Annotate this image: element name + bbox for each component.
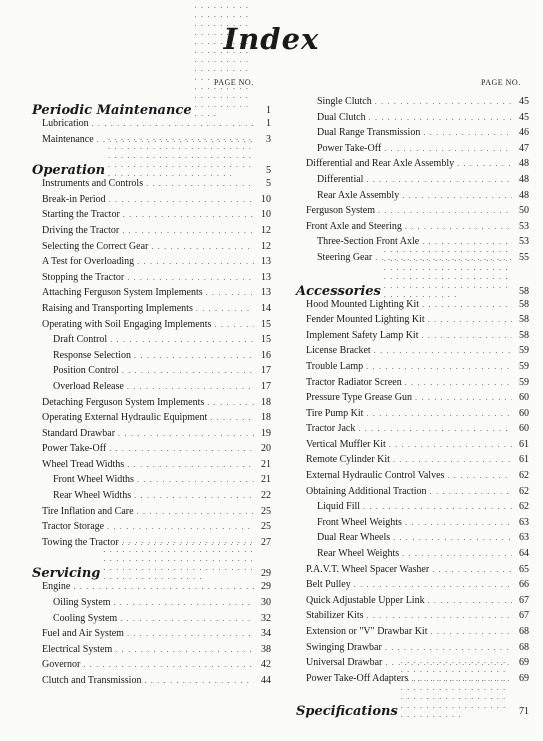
entry-label: Fender Mounted Lighting Kit bbox=[306, 314, 425, 326]
entry-label: Power Take-Off Adapters bbox=[306, 672, 409, 684]
index-subentry bbox=[32, 613, 271, 629]
index-entry bbox=[296, 221, 529, 237]
dot-leader bbox=[195, 1, 254, 118]
page-number: 13 bbox=[261, 271, 271, 283]
entry-label: Overload Release bbox=[53, 380, 124, 392]
page-number: 66 bbox=[519, 579, 529, 591]
index-subentry bbox=[32, 350, 271, 366]
index-entry bbox=[296, 205, 529, 221]
dot-leader bbox=[447, 471, 512, 480]
entry-label: Dual Range Transmission bbox=[317, 127, 421, 139]
index-title: Index bbox=[223, 22, 320, 56]
page-number: 18 bbox=[261, 396, 271, 408]
entry-label: Draft Control bbox=[53, 334, 108, 346]
index-entry bbox=[32, 428, 271, 444]
page-number: 45 bbox=[519, 96, 529, 107]
entry-label: Pressure Type Grease Gun bbox=[306, 392, 413, 404]
page-number: 15 bbox=[261, 318, 271, 330]
entry-label: Oiling System bbox=[53, 597, 111, 609]
index-entry bbox=[32, 194, 271, 210]
entry-label: Quick Adjustable Upper Link bbox=[306, 594, 425, 606]
entry-label: Ferguson System bbox=[306, 205, 375, 217]
index-entry bbox=[296, 158, 529, 174]
page-number: 48 bbox=[519, 189, 529, 201]
index-entry bbox=[32, 659, 271, 675]
dot-leader bbox=[402, 549, 512, 558]
entry-label: Front Wheel Weights bbox=[317, 516, 402, 528]
page-number: 58 bbox=[519, 298, 529, 310]
entry-label: Dual Rear Wheels bbox=[317, 532, 391, 544]
index-entry bbox=[32, 118, 271, 134]
entry-label: Rear Wheel Widths bbox=[53, 490, 132, 502]
page-number: 16 bbox=[261, 349, 271, 361]
entry-label: Single Clutch bbox=[317, 96, 372, 107]
entry-label: Lubrication bbox=[42, 118, 89, 129]
dot-leader bbox=[369, 113, 512, 122]
entry-label: License Bracket bbox=[306, 345, 371, 357]
index-entry bbox=[32, 443, 271, 459]
index-entry bbox=[32, 241, 271, 257]
entry-label: Stabilizer Kits bbox=[306, 610, 364, 622]
index-subentry bbox=[296, 532, 529, 548]
index-entry bbox=[296, 579, 529, 595]
index-entry bbox=[296, 408, 529, 424]
entry-label: Implement Safety Lamp Kit bbox=[306, 329, 419, 341]
entry-label: Servicing bbox=[32, 566, 101, 582]
index-entry bbox=[296, 314, 529, 330]
page-number: 13 bbox=[261, 256, 271, 268]
page-number: 1 bbox=[266, 118, 271, 129]
dot-leader bbox=[423, 128, 512, 137]
dot-leader bbox=[127, 382, 254, 391]
section-heading bbox=[32, 559, 271, 581]
entry-label: Front Wheel Widths bbox=[53, 474, 134, 486]
dot-leader bbox=[151, 242, 254, 251]
entry-label: Selecting the Correct Gear bbox=[42, 240, 149, 252]
index-entry bbox=[296, 486, 529, 502]
page-number: 19 bbox=[261, 427, 271, 439]
index-entry bbox=[296, 470, 529, 486]
dot-leader bbox=[428, 315, 512, 324]
dot-leader bbox=[401, 656, 512, 719]
page-no-header-right: PAGE NO. bbox=[481, 78, 521, 87]
entry-label: Liquid Fill bbox=[317, 501, 361, 513]
index-entry bbox=[32, 506, 271, 522]
dot-leader bbox=[134, 351, 254, 360]
page-number: 27 bbox=[261, 536, 271, 548]
page-number: 48 bbox=[519, 173, 529, 185]
entry-label: Dual Clutch bbox=[317, 111, 366, 123]
page-number: 45 bbox=[519, 111, 529, 123]
page-number: 10 bbox=[261, 193, 271, 205]
entry-label: Tractor Jack bbox=[306, 423, 356, 435]
entry-label: Extension or "V" Drawbar Kit bbox=[306, 626, 428, 637]
dot-leader bbox=[120, 614, 254, 623]
page-number: 29 bbox=[261, 568, 271, 580]
entry-label: Belt Pulley bbox=[306, 579, 351, 591]
page-number: 62 bbox=[519, 501, 529, 513]
page-number: 64 bbox=[519, 548, 529, 560]
entry-label: Position Control bbox=[53, 365, 119, 377]
entry-label: Tire Inflation and Care bbox=[42, 505, 134, 517]
index-entry bbox=[32, 225, 271, 241]
page-number: 63 bbox=[519, 532, 529, 544]
page-number: 18 bbox=[261, 412, 271, 424]
dot-leader bbox=[103, 536, 254, 581]
index-entry bbox=[296, 439, 529, 455]
dot-leader bbox=[374, 346, 512, 355]
dot-leader bbox=[92, 119, 254, 128]
dot-leader bbox=[366, 175, 512, 184]
page-number: 59 bbox=[519, 376, 529, 388]
index-entry bbox=[32, 209, 271, 225]
index-entry bbox=[32, 459, 271, 475]
page-number: 17 bbox=[261, 365, 271, 377]
entry-label: Accessories bbox=[296, 283, 381, 299]
entry-label: Operating with Soil Engaging Implements bbox=[42, 318, 212, 330]
index-entry bbox=[296, 299, 529, 315]
dot-leader bbox=[127, 273, 254, 282]
index-entry bbox=[32, 272, 271, 288]
entry-label: Fuel and Air System bbox=[42, 628, 124, 640]
dot-leader bbox=[405, 518, 512, 527]
dot-leader bbox=[384, 245, 512, 299]
entry-label: Response Selection bbox=[53, 349, 132, 361]
page-no-header-left: PAGE NO. bbox=[214, 78, 254, 87]
dot-leader bbox=[137, 507, 254, 516]
page-number: 46 bbox=[519, 127, 529, 139]
page-number: 13 bbox=[261, 287, 271, 299]
dot-leader bbox=[137, 475, 254, 484]
index-column-left bbox=[32, 96, 271, 691]
entry-label: External Hydraulic Control Valves bbox=[306, 470, 445, 482]
page-number: 48 bbox=[519, 158, 529, 170]
dot-leader bbox=[110, 335, 254, 344]
page-number: 71 bbox=[519, 706, 529, 718]
entry-label: Clutch and Transmission bbox=[42, 675, 142, 686]
dot-leader bbox=[366, 409, 512, 418]
dot-leader bbox=[206, 288, 254, 297]
entry-label: Raising and Transporting Implements bbox=[42, 302, 193, 314]
dot-leader bbox=[405, 222, 512, 231]
page-number: 20 bbox=[261, 443, 271, 455]
dot-leader bbox=[210, 413, 254, 422]
index-entry bbox=[32, 644, 271, 660]
dot-leader bbox=[137, 257, 254, 266]
dot-leader bbox=[402, 191, 512, 200]
page-number: 25 bbox=[261, 505, 271, 517]
page-number: 69 bbox=[519, 672, 529, 684]
page-number: 67 bbox=[519, 610, 529, 622]
section-heading bbox=[32, 156, 271, 178]
page-number: 30 bbox=[261, 597, 271, 609]
dot-leader bbox=[389, 440, 512, 449]
page-number: 10 bbox=[261, 209, 271, 221]
entry-label: Power Take-Off bbox=[42, 443, 107, 455]
page-number: 42 bbox=[261, 659, 271, 671]
index-entry bbox=[32, 178, 271, 194]
dot-leader bbox=[207, 398, 254, 407]
page-number: 60 bbox=[519, 423, 529, 435]
index-column-right bbox=[296, 96, 529, 719]
dot-leader bbox=[196, 304, 254, 313]
dot-leader bbox=[405, 378, 512, 387]
page-number: 47 bbox=[519, 142, 529, 154]
index-entry bbox=[32, 412, 271, 428]
dot-leader bbox=[354, 580, 512, 589]
dot-leader bbox=[457, 159, 512, 168]
index-entry bbox=[32, 675, 271, 691]
page-number: 29 bbox=[261, 581, 271, 593]
page-number: 65 bbox=[519, 563, 529, 575]
page-number: 62 bbox=[519, 485, 529, 497]
index-entry bbox=[296, 423, 529, 439]
dot-leader bbox=[214, 320, 254, 329]
page-number: 5 bbox=[266, 165, 271, 177]
index-entry bbox=[296, 595, 529, 611]
entry-label: Hood Mounted Lighting Kit bbox=[306, 298, 420, 310]
section-heading bbox=[296, 697, 529, 719]
index-subentry bbox=[32, 381, 271, 397]
index-subentry bbox=[296, 96, 529, 112]
index-entry bbox=[32, 256, 271, 272]
index-entry bbox=[32, 521, 271, 537]
entry-label: Starting the Tractor bbox=[42, 209, 120, 221]
index-entry bbox=[296, 610, 529, 626]
dot-leader bbox=[108, 133, 254, 178]
entry-label: Detaching Ferguson System Implements bbox=[42, 396, 205, 408]
entry-label: Engine bbox=[42, 581, 71, 593]
entry-label: Steering Gear bbox=[317, 251, 373, 263]
page-number: 32 bbox=[261, 612, 271, 624]
dot-leader bbox=[122, 366, 254, 375]
page-number: 1 bbox=[266, 105, 271, 116]
entry-label: Front Axle and Steering bbox=[306, 220, 402, 232]
index-subentry bbox=[296, 190, 529, 206]
index-entry bbox=[32, 287, 271, 303]
index-subentry bbox=[32, 334, 271, 350]
entry-label: Trouble Lamp bbox=[306, 360, 364, 372]
entry-label: Instruments and Controls bbox=[42, 178, 144, 190]
page-number: 58 bbox=[519, 314, 529, 326]
page-number: 60 bbox=[519, 407, 529, 419]
index-subentry bbox=[32, 597, 271, 613]
index-entry bbox=[296, 626, 529, 642]
index-subentry bbox=[296, 127, 529, 143]
page-number: 22 bbox=[261, 490, 271, 502]
dot-leader bbox=[134, 491, 254, 500]
dot-leader bbox=[109, 195, 254, 204]
entry-label: Rear Wheel Weights bbox=[317, 548, 400, 560]
dot-leader bbox=[127, 629, 254, 638]
dot-leader bbox=[144, 676, 254, 685]
dot-leader bbox=[393, 533, 512, 542]
entry-label: Electrical System bbox=[42, 643, 113, 655]
index-entry bbox=[32, 581, 271, 597]
index-subentry bbox=[32, 474, 271, 490]
dot-leader bbox=[118, 429, 254, 438]
index-subentry bbox=[296, 501, 529, 517]
section-heading bbox=[296, 277, 529, 299]
dot-leader bbox=[432, 565, 512, 574]
page-number: 68 bbox=[519, 641, 529, 653]
entry-label: Break-in Period bbox=[42, 193, 106, 205]
dot-leader bbox=[378, 206, 512, 215]
entry-label: Remote Cylinder Kit bbox=[306, 454, 390, 466]
page-number: 14 bbox=[261, 302, 271, 314]
page-number: 58 bbox=[519, 285, 529, 297]
entry-label: Maintenance bbox=[42, 133, 94, 145]
page-number: 3 bbox=[266, 133, 271, 145]
entry-label: Swinging Drawbar bbox=[306, 641, 382, 653]
entry-label: Periodic Maintenance bbox=[32, 103, 192, 118]
entry-label: Universal Drawbar bbox=[306, 657, 383, 669]
entry-label: Tractor Storage bbox=[42, 521, 105, 533]
index-entry bbox=[296, 642, 529, 658]
index-entry bbox=[296, 361, 529, 377]
dot-leader bbox=[122, 226, 254, 235]
entry-label: Cooling System bbox=[53, 612, 118, 624]
page-number: 53 bbox=[519, 236, 529, 248]
page-number: 21 bbox=[261, 474, 271, 486]
index-subentry bbox=[296, 174, 529, 190]
page-number: 69 bbox=[519, 657, 529, 669]
dot-leader bbox=[146, 179, 254, 188]
page-number: 50 bbox=[519, 205, 529, 217]
entry-label: Rear Axle Assembly bbox=[317, 189, 400, 201]
page-number: 5 bbox=[266, 178, 271, 190]
page-number: 58 bbox=[519, 329, 529, 341]
page-number: 63 bbox=[519, 516, 529, 528]
dot-leader bbox=[358, 424, 512, 433]
page-number: 68 bbox=[519, 626, 529, 637]
dot-leader bbox=[107, 522, 254, 531]
entry-label: Operation bbox=[32, 163, 106, 179]
index-entry bbox=[296, 454, 529, 470]
entry-label: Tractor Radiator Screen bbox=[306, 376, 402, 388]
dot-leader bbox=[367, 611, 513, 620]
index-entry bbox=[32, 303, 271, 319]
entry-label: A Test for Overloading bbox=[42, 256, 135, 268]
index-entry bbox=[32, 397, 271, 413]
entry-label: Stopping the Tractor bbox=[42, 271, 125, 283]
index-entry bbox=[296, 377, 529, 393]
page-number: 34 bbox=[261, 628, 271, 640]
index-subentry bbox=[296, 143, 529, 159]
page-number: 12 bbox=[261, 224, 271, 236]
entry-label: P.A.V.T. Wheel Spacer Washer bbox=[306, 563, 430, 575]
entry-label: Attaching Ferguson System Implements bbox=[42, 287, 203, 299]
entry-label: Governor bbox=[42, 659, 81, 671]
page-number: 53 bbox=[519, 220, 529, 232]
index-subentry bbox=[296, 112, 529, 128]
dot-leader bbox=[415, 393, 512, 402]
dot-leader bbox=[421, 331, 512, 340]
index-entry bbox=[296, 564, 529, 580]
index-entry bbox=[296, 392, 529, 408]
index-entry bbox=[32, 319, 271, 335]
dot-leader bbox=[115, 645, 254, 654]
page-number: 59 bbox=[519, 360, 529, 372]
entry-label: Vertical Muffler Kit bbox=[306, 438, 386, 450]
dot-leader bbox=[109, 444, 254, 453]
dot-leader bbox=[363, 502, 512, 511]
page-number: 44 bbox=[261, 675, 271, 686]
page-number: 38 bbox=[261, 643, 271, 655]
dot-leader bbox=[428, 596, 512, 605]
entry-label: Power Take-Off bbox=[317, 142, 382, 154]
index-entry bbox=[296, 345, 529, 361]
index-subentry bbox=[296, 548, 529, 564]
dot-leader bbox=[114, 598, 254, 607]
page-number: 60 bbox=[519, 392, 529, 404]
dot-leader bbox=[393, 455, 512, 464]
page-number: 17 bbox=[261, 380, 271, 392]
dot-leader bbox=[127, 460, 254, 469]
page-number: 62 bbox=[519, 470, 529, 482]
entry-label: Operating External Hydraulic Equipment bbox=[42, 412, 208, 424]
page-number: 25 bbox=[261, 521, 271, 533]
entry-label: Differential bbox=[317, 173, 364, 185]
index-subentry bbox=[32, 490, 271, 506]
page-number: 12 bbox=[261, 240, 271, 252]
dot-leader bbox=[430, 627, 512, 636]
dot-leader bbox=[73, 582, 254, 591]
dot-leader bbox=[366, 362, 512, 371]
entry-label: Standard Drawbar bbox=[42, 427, 116, 439]
page-number: 61 bbox=[519, 454, 529, 466]
entry-label: Specifications bbox=[296, 704, 398, 720]
entry-label: Driving the Tractor bbox=[42, 224, 120, 236]
section-heading bbox=[32, 96, 271, 118]
dot-leader bbox=[123, 210, 254, 219]
entry-label: Tire Pump Kit bbox=[306, 407, 364, 419]
entry-label: Obtaining Additional Traction bbox=[306, 485, 427, 497]
index-subentry bbox=[32, 365, 271, 381]
index-entry bbox=[32, 628, 271, 644]
dot-leader bbox=[430, 487, 512, 496]
entry-label: Three-Section Front Axle bbox=[317, 236, 420, 248]
dot-leader bbox=[422, 300, 512, 309]
page-number: 67 bbox=[519, 594, 529, 606]
dot-leader bbox=[384, 144, 512, 153]
page-number: 59 bbox=[519, 345, 529, 357]
page-number: 15 bbox=[261, 334, 271, 346]
page-number: 55 bbox=[519, 251, 529, 263]
entry-label: Differential and Rear Axle Assembly bbox=[306, 158, 455, 170]
index-subentry bbox=[296, 517, 529, 533]
page-number: 61 bbox=[519, 438, 529, 450]
dot-leader bbox=[375, 97, 512, 106]
dot-leader bbox=[385, 643, 512, 652]
dot-leader bbox=[83, 660, 254, 669]
page-number: 21 bbox=[261, 458, 271, 470]
entry-label: Towing the Tractor bbox=[42, 536, 119, 548]
entry-label: Wheel Tread Widths bbox=[42, 458, 125, 470]
index-entry bbox=[296, 330, 529, 346]
